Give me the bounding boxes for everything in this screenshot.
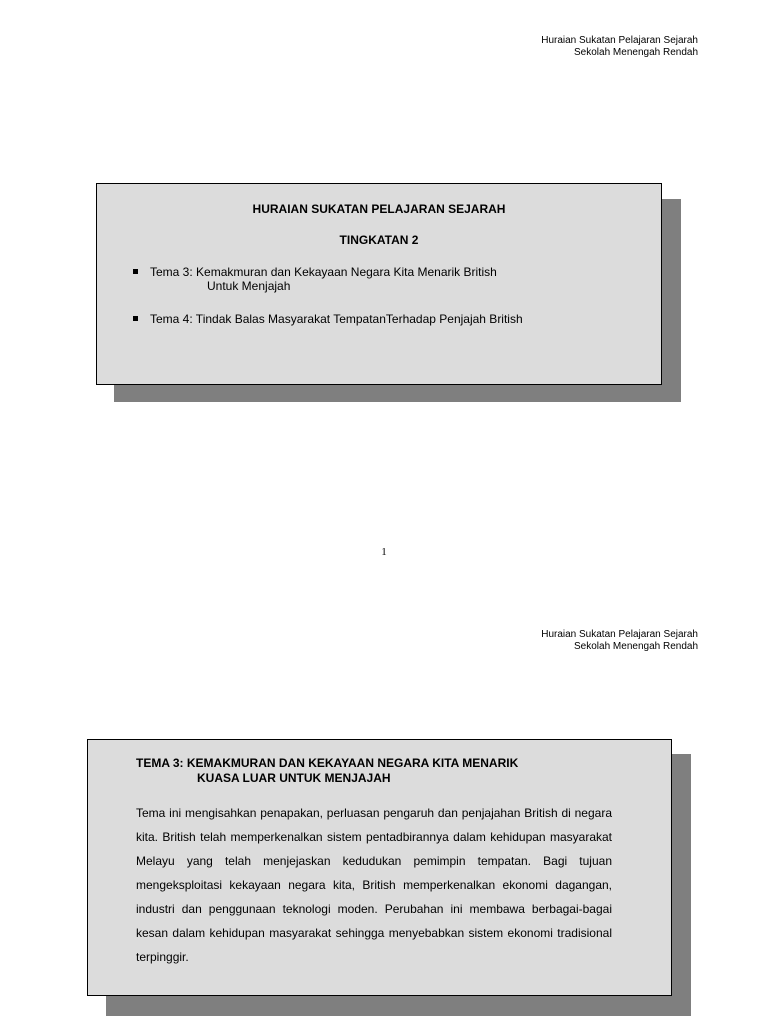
list-item (133, 265, 641, 293)
page-header (541, 629, 698, 653)
list-item-text-continued: Untuk Menjajah (207, 279, 291, 293)
header-title: Huraian Sukatan Pelajaran Sejarah (541, 35, 698, 46)
theme-heading-line: TEMA 3: KEMAKMURAN DAN KEKAYAAN NEGARA KITA MENARIK (136, 756, 519, 770)
page-header (541, 35, 698, 59)
box-title: HURAIAN SUKATAN PELAJARAN SEJARAH (252, 202, 506, 216)
theme-heading-line-continued: KUASA LUAR UNTUK MENJAJAH (197, 771, 391, 785)
theme-heading (136, 756, 641, 786)
header-title: Huraian Sukatan Pelajaran Sejarah (541, 629, 698, 640)
theme-list (133, 265, 641, 326)
theme-description-box (87, 739, 672, 996)
box-subtitle: TINGKATAN 2 (339, 233, 419, 247)
list-item-text: Tema 4: Tindak Balas Masyarakat TempatanTerhadap Penjajah British (150, 312, 523, 326)
theme-description: Tema ini mengisahkan penapakan, perluasan pengaruh dan penjajahan British di negara kita. British telah memperkenalkan sistem pentadbirannya dalam kehidupan masyarakat Melayu yang telah menjejaskan kedudukan pemimpin tempatan. Bagi tujuan mengeksploitasi kekayaan negara kita, British memperkenalkan ekonomi dagangan, industri dan penggunaan teknologi moden. Perubahan ini membawa berbagai-bagai kesan dalam kehidupan masyarakat sehingga menyebabkan sistem ekonomi tradisional terpinggir. (136, 806, 612, 964)
square-bullet-icon (133, 269, 138, 274)
square-bullet-icon (133, 316, 138, 321)
list-item (133, 312, 641, 326)
page-number: 1 (381, 546, 387, 558)
list-item-text: Tema 3: Kemakmuran dan Kekayaan Negara Kita Menarik British (150, 265, 497, 279)
syllabus-summary-box (96, 183, 662, 385)
header-subtitle: Sekolah Menengah Rendah (574, 641, 698, 652)
header-subtitle: Sekolah Menengah Rendah (574, 47, 698, 58)
